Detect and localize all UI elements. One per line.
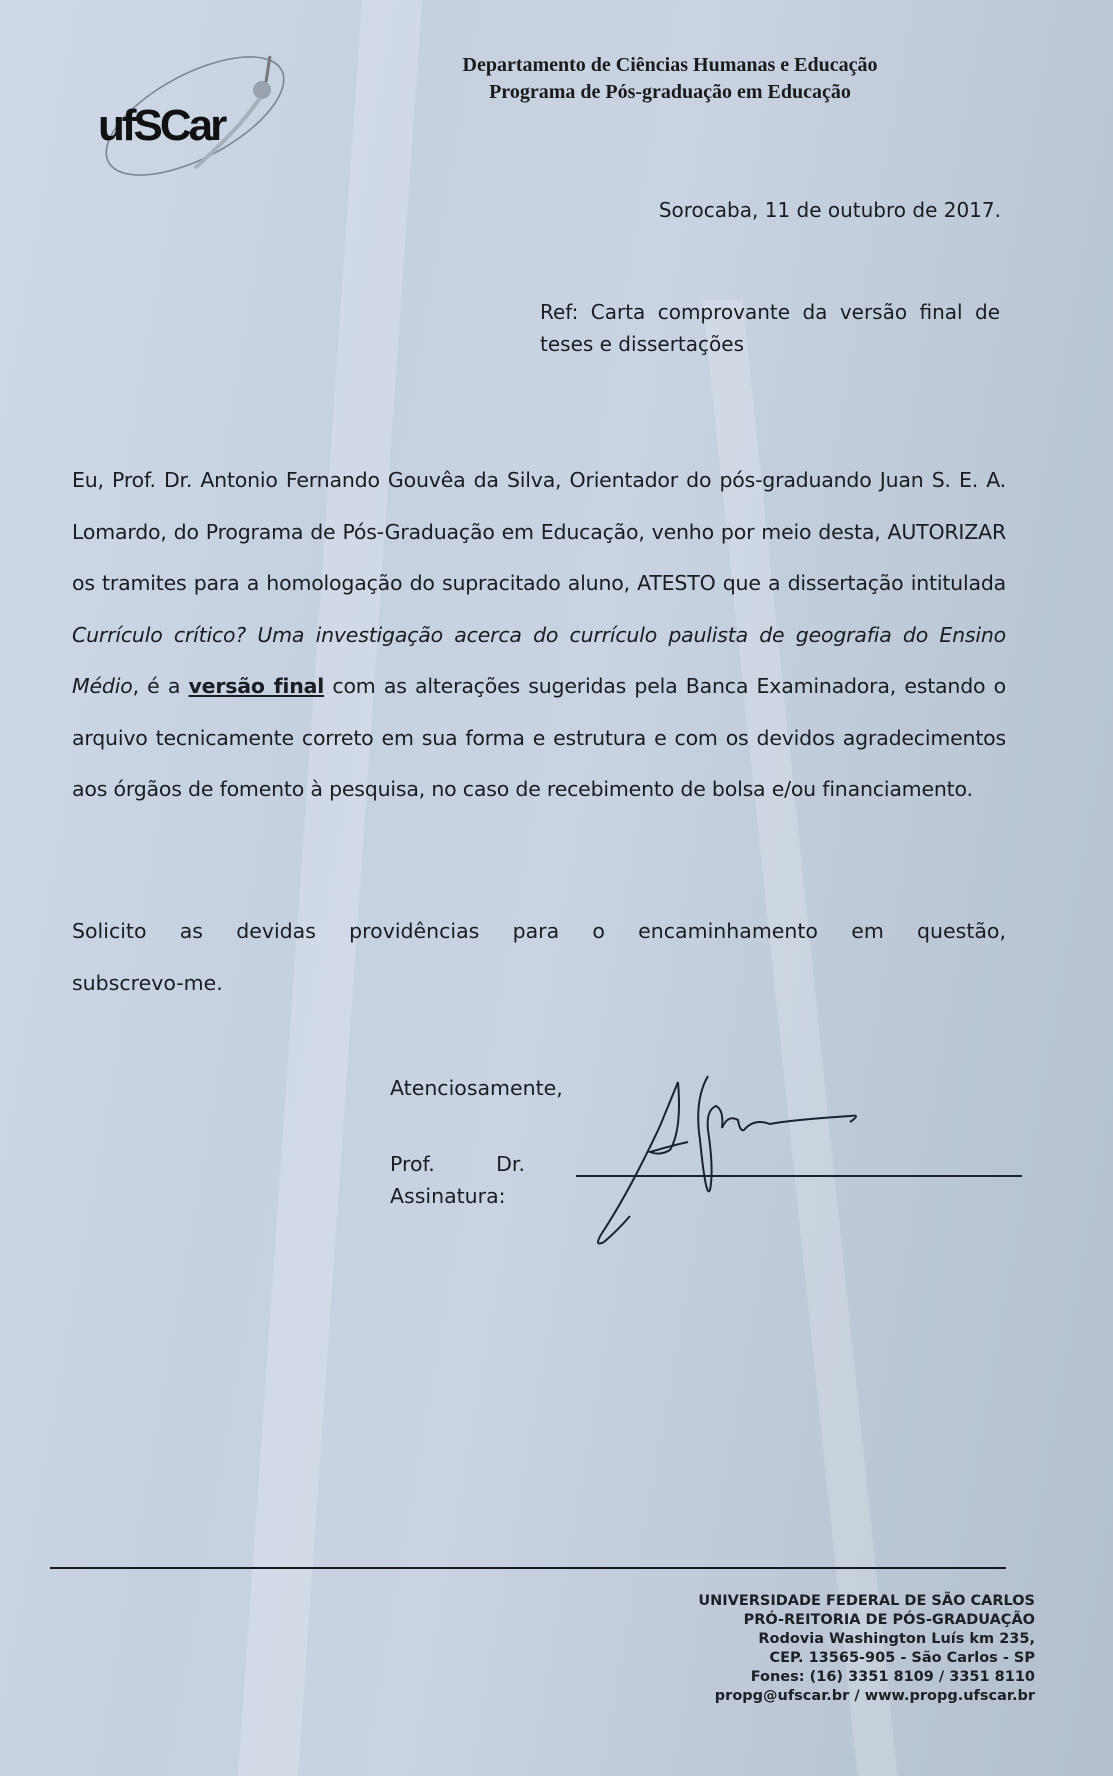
- signature-field-label: Assinatura:: [390, 1184, 506, 1208]
- reference-line: Ref: Carta comprovante da versão final de teses e dissertações: [540, 300, 1000, 356]
- prof-label: Prof.: [390, 1152, 435, 1176]
- footer-line: Rodovia Washington Luís km 235,: [758, 1631, 1035, 1647]
- footer-line: CEP. 13565-905 - São Carlos - SP: [769, 1650, 1035, 1666]
- closing-paragraph: [72, 906, 1006, 1009]
- body-text: , é a: [132, 674, 189, 698]
- footer-line: UNIVERSIDADE FEDERAL DE SÃO CARLOS: [698, 1593, 1035, 1609]
- salutation: Atenciosamente,: [390, 1076, 563, 1100]
- footer-rule: [50, 1567, 1006, 1569]
- body-text: Eu, Prof. Dr. Antonio Fernando Gouvêa da Silva, Orientador do pós-graduando Juan S. E. A. Lomardo, do Programa de Pós-Graduação em Educação, venho por meio desta, AUTORIZAR os tramites para a homologação do supracitado aluno, ATESTO que a dissertação intitulada: [72, 468, 1006, 595]
- body-text: com as alterações sugeridas pela Banca Examinadora, estando o arquivo tecnicamente correto em sua forma e estrutura e com os devidos agradecimentos aos órgãos de fomento à pesquisa, no caso de recebimento de bolsa e/ou financiamento.: [72, 674, 1006, 801]
- program-name: Programa de Pós-graduação em Educação: [489, 81, 851, 103]
- footer-line: Fones: (16) 3351 8109 / 3351 8110: [750, 1669, 1035, 1685]
- svg-text:ufSCar: ufSCar: [98, 101, 225, 150]
- paper-crease: [238, 0, 422, 1776]
- closing-line: subscrevo-me.: [72, 970, 223, 995]
- dr-label: Dr.: [496, 1152, 525, 1176]
- handwritten-signature: [590, 1070, 970, 1250]
- footer-address: [698, 1592, 1035, 1706]
- closing-line: Solicito as devidas providências para o encaminhamento em questão,: [72, 919, 1006, 943]
- date-line: Sorocaba, 11 de outubro de 2017.: [658, 198, 1001, 222]
- letterhead: [380, 52, 960, 106]
- footer-line: propg@ufscar.br / www.propg.ufscar.br: [714, 1688, 1035, 1704]
- ufscar-logo: [90, 48, 290, 178]
- letter-body: [72, 455, 1006, 816]
- footer-line: PRÓ-REITORIA DE PÓS-GRADUAÇÃO: [743, 1612, 1035, 1628]
- department-name: Departamento de Ciências Humanas e Educação: [462, 54, 878, 76]
- signature-label: [390, 1148, 525, 1212]
- dissertation-title: Currículo crítico? Uma investigação acerca do currículo paulista de geografia do Ensino Médio: [72, 622, 1006, 698]
- final-version-emphasis: versão final: [188, 674, 325, 698]
